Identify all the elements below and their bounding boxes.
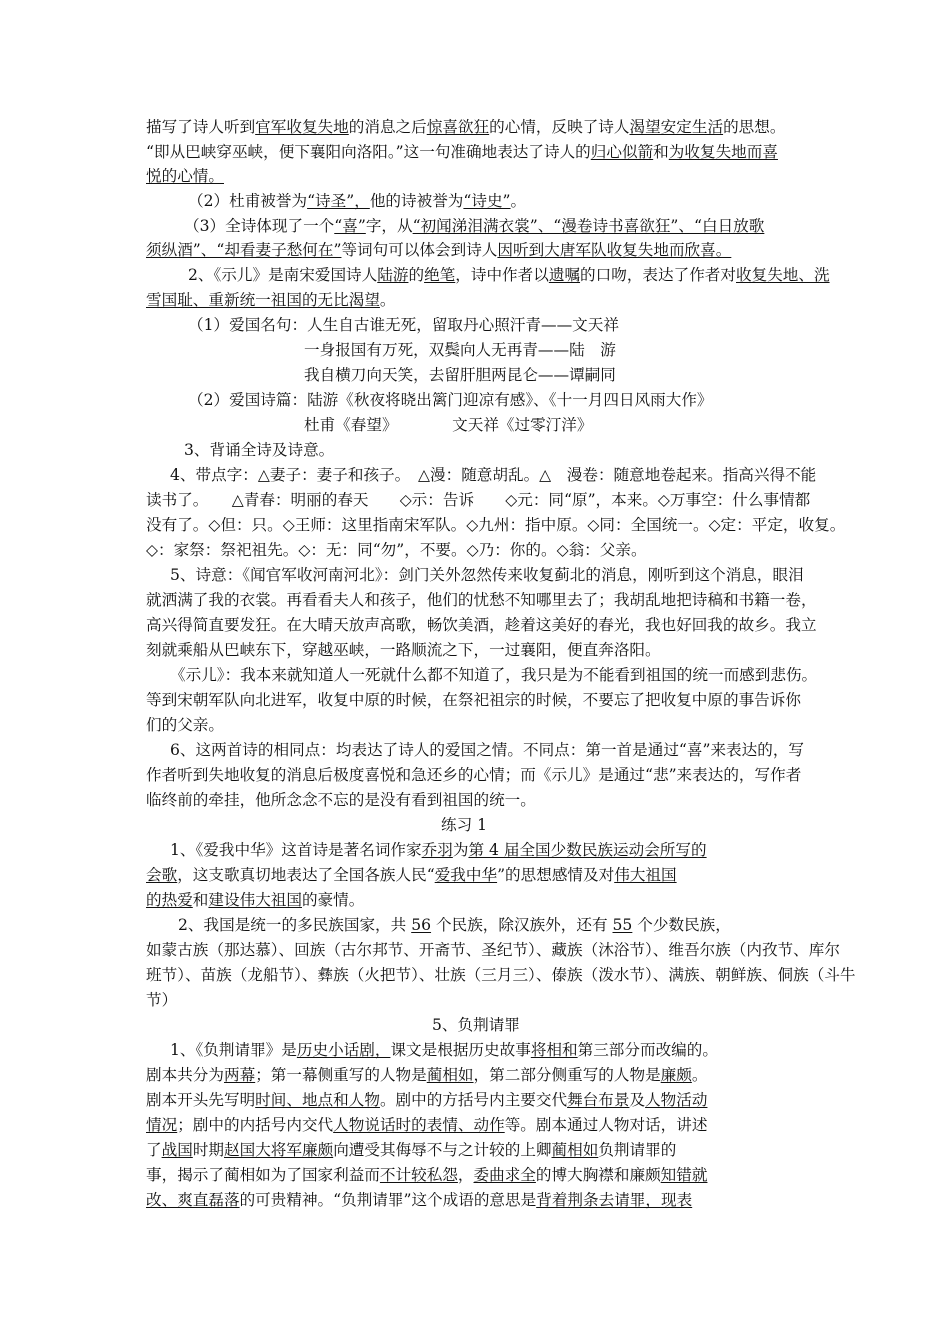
underlined-answer: 的热爱 (146, 891, 193, 909)
text-run: 节） (146, 991, 178, 1009)
underlined-answer: 背着荆条去请罪，现表 (536, 1191, 693, 1209)
text-run: 负荆请罪的 (598, 1141, 677, 1159)
text-line (146, 715, 224, 735)
text-run: 的思想。 (723, 118, 786, 136)
text-run: 和 (192, 891, 209, 909)
text-line (146, 166, 224, 186)
text-run: 刻就乘船从巴峡东下，穿越巫峡，一路顺流之下，一过襄阳，便直奔洛阳。 (146, 641, 661, 659)
text-run: 。剧中的方括号内主要交代 (379, 1091, 568, 1109)
text-line (146, 765, 801, 785)
underlined-answer: “喜” (334, 217, 366, 235)
underlined-answer: 改、爽直磊落 (146, 1191, 240, 1209)
text-run: 时期 (192, 1141, 225, 1159)
text-run: 的心情，反映了诗人 (489, 118, 630, 136)
text-line (146, 1140, 676, 1160)
underlined-answer: 绝笔 (424, 266, 456, 284)
text-line (188, 265, 830, 285)
text-line (304, 340, 616, 360)
underlined-answer: 须纵酒”、“却看妻子愁何在” (146, 241, 342, 259)
text-line (146, 540, 647, 560)
text-run: 3、背诵全诗及诗意。 (184, 441, 335, 459)
text-line (146, 1090, 707, 1110)
text-run: 没有了。◇但：只。◇王师：这里指南宋军队。◇九州：指中原。◇同：全国统一。◇定：平定，收复。 (146, 516, 846, 534)
underlined-answer: 历史小话剧， (296, 1041, 391, 1059)
text-run: 读书了。 △青春：明丽的春天 ◇示：告诉 ◇元：同“原”，本来。◇万事空：什么事情都 (146, 491, 811, 509)
text-line (304, 415, 592, 435)
underlined-answer: 渴望安定生活 (629, 118, 724, 136)
text-line (146, 990, 177, 1010)
underlined-answer: 舞台布景 (567, 1091, 630, 1109)
underlined-answer: 56 (411, 916, 432, 934)
text-run: “即从巴峡穿巫峡，便下襄阳向洛阳。”这一句准确地表达了诗人的 (146, 143, 591, 161)
text-run: 1、《负荆请罪》是 (170, 1041, 297, 1059)
text-run: 等。剧本通过人物对话，讲述 (504, 1116, 708, 1134)
text-run: 等词句可以体会到诗人 (341, 241, 498, 259)
text-line (441, 815, 487, 835)
text-line (170, 665, 817, 685)
text-line (188, 191, 526, 211)
underlined-answer: 惊喜欲狂 (426, 118, 490, 136)
text-run: 一身报国有万死，双鬓向人无再青——陆 游 (304, 341, 616, 359)
text-line (146, 117, 785, 137)
text-line (146, 515, 845, 535)
underlined-answer: 委曲求全 (473, 1166, 536, 1184)
text-line (146, 865, 677, 885)
text-run: 作者听到失地收复的消息后极度喜悦和急还乡的心情；而《示儿》是通过“悲”来表达的，写作者 (146, 766, 802, 784)
underlined-answer: 55 (612, 916, 633, 934)
text-run: （2）爱国诗篇：陆游《秋夜将晓出篱门迎凉有感》、《十一月四日风雨大作》 (188, 391, 713, 409)
text-run: 。 (691, 1066, 708, 1084)
underlined-answer: 第 4 届全国少数民族运动会所写的 (468, 841, 707, 859)
text-line (146, 590, 817, 610)
underlined-answer: 官军收复失地 (255, 118, 349, 136)
text-run: 5、负荆请罪 (432, 1016, 520, 1034)
text-line (170, 840, 707, 860)
underlined-answer: 因听到大唐军队收复失地而欣喜。 (497, 241, 732, 259)
text-run: 如蒙古族（那达慕）、回族（古尔邦节、开斋节、圣纪节）、藏族（沐浴节）、维吾尔族（内孜节、库尔 (146, 941, 840, 959)
text-run: 个民族，除汉族外，还有 (431, 916, 613, 934)
text-line (146, 490, 810, 510)
text-line (146, 640, 661, 660)
text-run: ”的思想感情及对 (497, 866, 615, 884)
underlined-answer: 将相和 (530, 1041, 578, 1059)
text-run: 的口吻，表达了作者对 (580, 266, 736, 284)
underlined-answer: 赵国大将军廉颇 (224, 1141, 334, 1159)
text-run: ◇：家祭：祭祀祖先。◇：无：同“勿”，不要。◇乃：你的。◇翁：父亲。 (146, 541, 647, 559)
text-line (146, 1165, 707, 1185)
text-line (146, 690, 801, 710)
underlined-answer: 雪国耻、重新统一祖国的无比渴望 (146, 291, 380, 309)
text-run: 1、《爱我中华》这首诗是著名词作家 (170, 841, 422, 859)
underlined-answer: 爱我中华 (434, 866, 498, 884)
text-run: 课文是根据历史故事 (390, 1041, 531, 1059)
text-run: 练习 1 (441, 816, 488, 834)
text-run: 杜甫《春望》 文天祥《过零汀洋》 (304, 416, 593, 434)
underlined-answer: 遗嘱 (548, 266, 581, 284)
text-line (188, 390, 713, 410)
text-run: ，第二部分侧重写的人物是 (473, 1066, 661, 1084)
text-run: 们的父亲。 (146, 716, 224, 734)
text-line (146, 790, 536, 810)
text-run: 的豪情。 (301, 891, 365, 909)
text-run: 。 (510, 192, 527, 210)
text-line (170, 465, 816, 485)
text-run: 就洒满了我的衣裳。再看看夫人和孩子，他们的忧愁不知哪里去了；我胡乱地把诗稿和书籍一卷， (146, 591, 817, 609)
text-line (184, 216, 764, 236)
underlined-answer: “诗史” (463, 192, 511, 210)
text-run: 向遭受其侮辱不与之计较的上卿 (333, 1141, 552, 1159)
text-line (170, 740, 804, 760)
text-run: 班节）、苗族（龙船节）、彝族（火把节）、壮族（三月三）、傣族（泼水节）、满族、朝鲜族、侗族（斗牛 (146, 966, 856, 984)
underlined-answer: 情况 (146, 1116, 178, 1134)
text-run: 高兴得简直要发狂。在大晴天放声高歌，畅饮美酒，趁着这美好的春光，我也好回我的故乡。我立 (146, 616, 817, 634)
text-run: （3）全诗体现了一个 (184, 217, 335, 235)
text-line (146, 290, 396, 310)
text-run: 剧本开头先写明 (146, 1091, 256, 1109)
text-run: ，诗中作者以 (455, 266, 549, 284)
text-line (146, 890, 364, 910)
text-run: ；第一幕侧重写的人物是 (255, 1066, 427, 1084)
text-line (184, 440, 334, 460)
text-run: 的 (408, 266, 425, 284)
underlined-answer: 归心似箭 (590, 143, 654, 161)
text-run: 个少数民族， (632, 916, 731, 934)
text-line (146, 940, 840, 960)
underlined-answer: “诗圣”， (307, 192, 370, 210)
underlined-answer: 人物说话时的表情、动作 (333, 1116, 505, 1134)
text-run: 2、我国是统一的多民族国家，共 (178, 916, 412, 934)
underlined-answer: 收复失地、洗 (736, 266, 830, 284)
underlined-answer: 会歌 (146, 866, 178, 884)
text-line (178, 915, 731, 935)
text-line (146, 1115, 707, 1135)
underlined-answer: 为收复失地而喜 (668, 143, 778, 161)
text-run: 事，揭示了蔺相如为了国家利益而 (146, 1166, 380, 1184)
text-run: 4、带点字：△妻子：妻子和孩子。 △漫：随意胡乱。△ 漫卷：随意地卷起来。指高兴得不能 (170, 466, 817, 484)
text-run: 《示儿》：我本来就知道人一死就什么都不知道了，我只是为不能看到祖国的统一而感到悲伤。 (170, 666, 818, 684)
text-line (188, 315, 619, 335)
text-run: 他的诗被誉为 (369, 192, 464, 210)
underlined-answer: 蔺相如 (551, 1141, 599, 1159)
text-run: ，这支歌真切地表达了全国各族人民“ (177, 866, 435, 884)
text-run: （2）杜甫被誉为 (188, 192, 308, 210)
text-run: 的可贵精神。“负荆请罪”这个成语的意思是 (239, 1191, 537, 1209)
text-run: ；剧中的内括号内交代 (177, 1116, 334, 1134)
underlined-answer: 时间、地点和人物 (255, 1091, 380, 1109)
text-line (432, 1015, 520, 1035)
text-run: 和 (653, 143, 669, 161)
underlined-answer: 廉颇 (660, 1066, 692, 1084)
underlined-answer: “初闻涕泪满衣裳”、“漫卷诗书喜欲狂”、“白日放歌 (412, 217, 765, 235)
text-line (170, 1040, 718, 1060)
text-run: 我自横刀向天笑，去留肝胆两昆仑——谭嗣同 (304, 366, 616, 384)
text-run: ， (457, 1166, 474, 1184)
underlined-answer: 战国 (161, 1141, 193, 1159)
text-line (304, 365, 616, 385)
text-run: 剧本共分为 (146, 1066, 224, 1084)
text-line (170, 565, 804, 585)
text-run: 临终前的牵挂，他所念念不忘的是没有看到祖国的统一。 (146, 791, 536, 809)
text-line (146, 1190, 692, 1210)
underlined-answer: 人物活动 (645, 1091, 708, 1109)
text-run: 6、这两首诗的相同点：均表达了诗人的爱国之情。不同点：第一首是通过“喜”来表达的，写 (170, 741, 805, 759)
text-run: 及 (629, 1091, 646, 1109)
text-run: 描写了诗人听到 (146, 118, 256, 136)
text-run: （1）爱国名句：人生自古谁无死，留取丹心照汗青——文天祥 (188, 316, 619, 334)
text-line (146, 142, 778, 162)
text-line (146, 965, 856, 985)
underlined-answer: 知错就 (660, 1166, 708, 1184)
text-run: 等到宋朝军队向北进军，收复中原的时候，在祭祀祖宗的时候，不要忘了把收复中原的事告诉你 (146, 691, 801, 709)
text-run: 的博大胸襟和廉颇 (535, 1166, 661, 1184)
underlined-answer: 陆游 (377, 266, 409, 284)
text-line (146, 240, 731, 260)
underlined-answer: 蔺相如 (426, 1066, 474, 1084)
underlined-answer: 两幕 (223, 1066, 256, 1084)
text-run: 2、《示儿》是南宋爱国诗人 (188, 266, 378, 284)
text-line (146, 615, 817, 635)
underlined-answer: 伟大祖国 (614, 866, 677, 884)
text-run: 了 (146, 1141, 162, 1159)
underlined-answer: 乔羽 (421, 841, 453, 859)
text-run: 为 (452, 841, 469, 859)
text-run: 第三部分而改编的。 (577, 1041, 718, 1059)
text-run: 。 (379, 291, 396, 309)
underlined-answer: 建设伟大祖国 (208, 891, 302, 909)
underlined-answer: 悦的心情。 (146, 167, 224, 185)
text-run: 5、诗意：《闻官军收河南河北》：剑门关外忽然传来收复蓟北的消息，刚听到这个消息，眼泪 (170, 566, 804, 584)
text-run: 字，从 (365, 217, 413, 235)
underlined-answer: 不计较私怨 (379, 1166, 458, 1184)
text-run: 的消息之后 (348, 118, 427, 136)
text-line (146, 1065, 707, 1085)
